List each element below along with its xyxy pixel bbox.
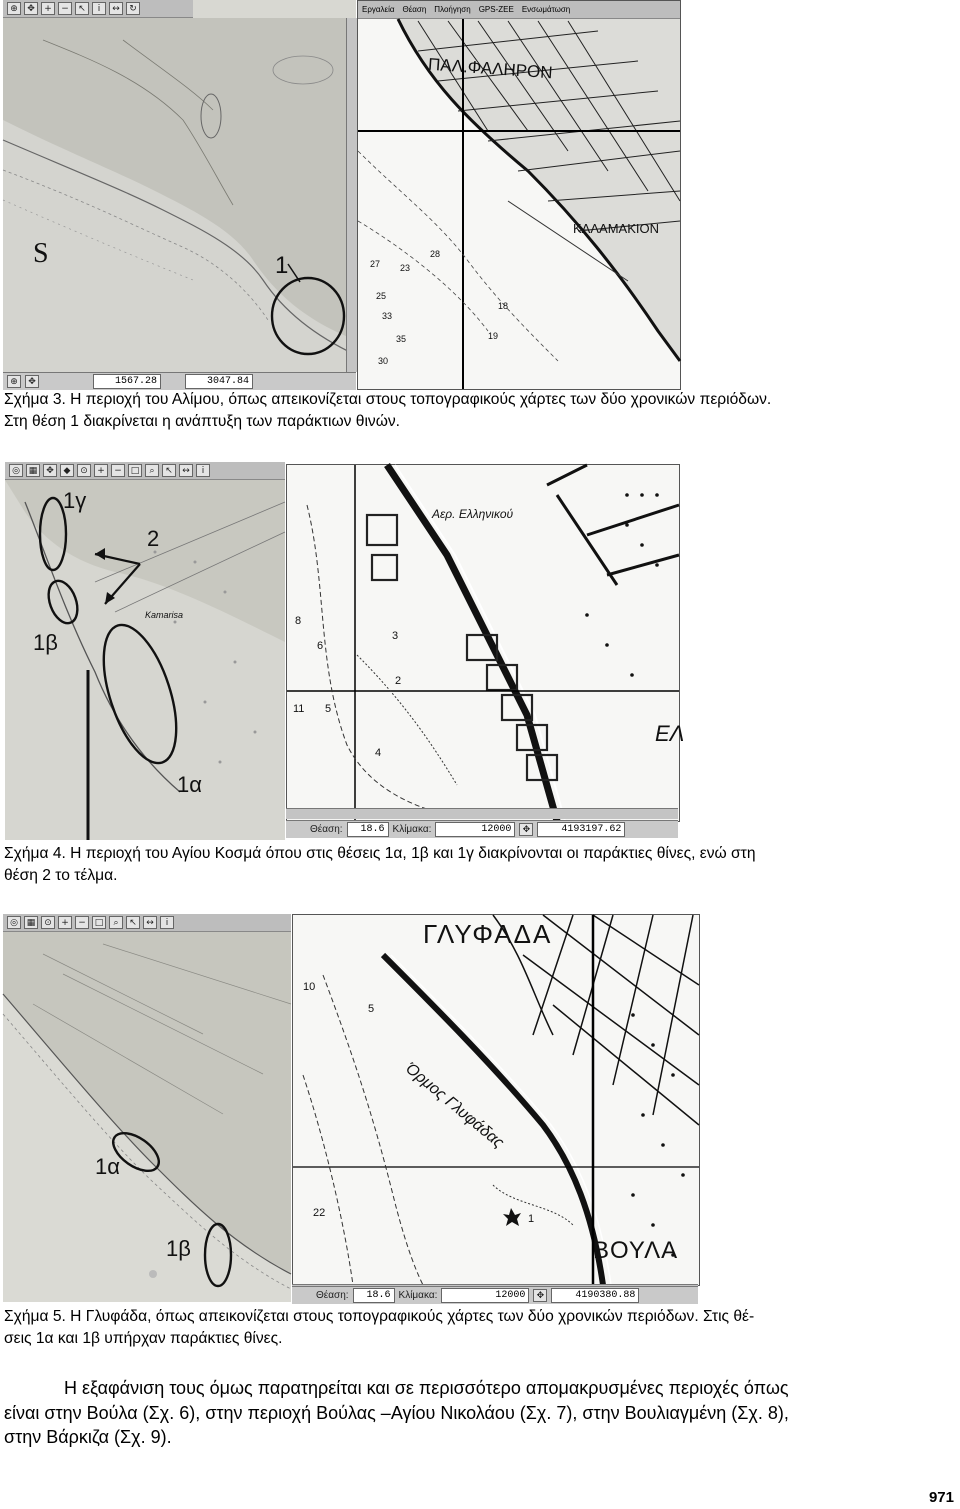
figure5-caption — [4, 1306, 956, 1350]
search-icon[interactable]: ⌕ — [109, 916, 123, 929]
zoom-in-icon[interactable]: + — [94, 464, 108, 477]
figure3-new-map-drawing — [358, 1, 680, 389]
figure3-label-s: S — [33, 238, 49, 269]
info-icon[interactable]: i — [160, 916, 174, 929]
ruler-icon[interactable]: ↔ — [179, 464, 193, 477]
zoom-in-icon[interactable]: + — [58, 916, 72, 929]
figure4-caption — [4, 843, 956, 887]
depth-e: 5 — [325, 703, 332, 715]
place-aer-ellinikou: Αερ. Ελληνικού — [432, 507, 514, 521]
figure4-old-map — [5, 462, 285, 840]
figure5-new-map-drawing — [293, 915, 699, 1285]
refresh-icon[interactable]: ↻ — [126, 2, 140, 15]
figure3-caption-line-2: Στη θέση 1 διακρίνεται η ανάπτυξη των παράκτιων θινών. — [4, 413, 401, 430]
view-label: Θέαση: — [310, 824, 343, 835]
status-x-coordinate: 1567.28 — [93, 374, 161, 389]
depth-d: 11 — [293, 703, 305, 715]
label-1g: 1γ — [63, 488, 87, 513]
place-glyfada: ΓΛΥΦΑΔΑ — [423, 919, 553, 949]
menu-item-tools[interactable]: Εργαλεία — [362, 5, 395, 14]
pointer-icon[interactable]: ↖ — [126, 916, 140, 929]
menu-item-view[interactable]: Θέαση — [402, 5, 427, 14]
place-kamarisa: Kamarisa — [145, 610, 184, 620]
globe-icon[interactable]: ◎ — [7, 916, 21, 929]
depth-c: 3 — [392, 630, 399, 642]
label-1a: 1α — [177, 772, 202, 797]
statusbar-move-icon[interactable]: ✥ — [25, 375, 39, 388]
figure3-old-map-drawing — [3, 0, 356, 390]
search-icon[interactable]: ⌕ — [145, 464, 159, 477]
body-line-1: Η εξαφάνιση τους όμως παρατηρείται και σε περισσότερο απομακρυσμένες περιοχές όπως — [64, 1378, 789, 1398]
depth-3: 25 — [376, 291, 387, 301]
figure-3 — [0, 0, 680, 390]
scale-label: Κλίμακα: — [392, 824, 432, 835]
figure4-caption-line-1: Σχήμα 4. Η περιοχή του Αγίου Κοσμά όπου στις θέσεις 1α, 1β και 1γ διακρίνονται οι παράκτιες θίνες, ενώ στη — [4, 845, 756, 862]
depth-g: 4 — [375, 747, 382, 759]
zoom-window-icon[interactable]: □ — [92, 916, 106, 929]
label-1b: 1β — [166, 1236, 191, 1261]
info-icon[interactable]: i — [196, 464, 210, 477]
info-tool-icon[interactable]: i — [92, 2, 106, 15]
figure3-new-map — [357, 0, 681, 390]
view-value[interactable]: 18.6 — [347, 822, 389, 837]
view-value[interactable]: 18.6 — [353, 1288, 395, 1303]
figure4-caption-line-2: θέση 2 το τέλμα. — [4, 867, 118, 884]
status-y-coordinate: 3047.84 — [185, 374, 253, 389]
place-kalamaki: ΚΑΛΑΜΑΚΙΟΝ — [573, 221, 659, 236]
select-tool-icon[interactable]: ⊕ — [7, 2, 21, 15]
zoom-fit-icon[interactable]: ⊙ — [41, 916, 55, 929]
body-line-3: στην Βάρκιζα (Σχ. 9). — [4, 1427, 172, 1447]
place-el: ΕΛ — [655, 721, 685, 746]
zoom-in-icon[interactable]: + — [41, 2, 55, 15]
figure3-caption — [4, 389, 956, 433]
zoom-out-icon[interactable]: − — [58, 2, 72, 15]
coordinate-value: 4193197.62 — [537, 822, 625, 837]
place-palfaliro: ΠΑΛ.ΦΑΛΗΡΟΝ — [427, 54, 554, 83]
zoom-out-icon[interactable]: − — [111, 464, 125, 477]
diamond-icon[interactable]: ◆ — [60, 464, 74, 477]
figure5-caption-line-2: σεις 1α και 1β υπήρχαν παράκτιες θίνες. — [4, 1330, 283, 1347]
move-icon[interactable]: ✥ — [533, 1289, 547, 1302]
figure3-old-statusbar — [3, 372, 356, 390]
pointer-tool-icon[interactable]: ↖ — [75, 2, 89, 15]
layers-icon[interactable]: ▦ — [26, 464, 40, 477]
coordinate-value: 4190380.88 — [551, 1288, 639, 1303]
zoom-out-icon[interactable]: − — [75, 916, 89, 929]
body-paragraph — [4, 1376, 958, 1450]
depth-c: 22 — [313, 1207, 326, 1219]
figure5-new-map — [292, 914, 700, 1286]
figure5-old-map — [3, 914, 291, 1302]
depth-8: 18 — [498, 301, 509, 311]
pan-tool-icon[interactable]: ✥ — [24, 2, 38, 15]
figure4-new-map — [286, 464, 685, 822]
scale-label: Κλίμακα: — [398, 1290, 438, 1301]
depth-6: 30 — [378, 356, 389, 366]
depth-4: 33 — [382, 311, 393, 321]
figure5-statusbar — [292, 1286, 698, 1304]
figure-5 — [0, 914, 700, 1304]
menu-item-navigate[interactable]: Πλοήγηση — [434, 5, 471, 14]
figure4-statusbar — [286, 820, 678, 838]
figure5-old-map-drawing — [3, 914, 291, 1302]
zoom-window-icon[interactable]: □ — [128, 464, 142, 477]
measure-tool-icon[interactable]: ↔ — [109, 2, 123, 15]
pointer-icon[interactable]: ↖ — [162, 464, 176, 477]
label-1a: 1α — [95, 1154, 120, 1179]
globe-icon[interactable]: ◎ — [9, 464, 23, 477]
menu-item-gps[interactable]: GPS-ZEE — [478, 5, 514, 14]
zoom-fit-icon[interactable]: ⊙ — [77, 464, 91, 477]
figure3-label-1: 1 — [275, 252, 289, 279]
depth-a: 10 — [303, 981, 316, 993]
scale-value[interactable]: 12000 — [441, 1288, 529, 1303]
depth-2: 23 — [400, 263, 411, 273]
depth-5: 35 — [396, 334, 407, 344]
page-number: 971 — [928, 1489, 954, 1506]
depth-f: 2 — [395, 675, 402, 687]
depth-1: 27 — [370, 259, 381, 269]
label-1b: 1β — [33, 630, 58, 655]
layers-icon[interactable]: ▦ — [24, 916, 38, 929]
figure3-caption-line-1: Σχήμα 3. Η περιοχή του Αλίμου, όπως απεικονίζεται στους τοπογραφικούς χάρτες των δύο χρονικών περιόδων. — [4, 391, 772, 408]
menu-item-embed[interactable]: Ενσωμάτωση — [521, 5, 571, 14]
label-2: 2 — [147, 526, 160, 551]
view-label: Θέαση: — [316, 1290, 349, 1301]
move-icon[interactable]: ✥ — [519, 823, 533, 836]
depth-d: 1 — [528, 1213, 535, 1225]
statusbar-nav-icon[interactable]: ⊕ — [7, 375, 21, 388]
figure4-scrollbar-horizontal[interactable] — [286, 808, 678, 819]
body-line-2: είναι στην Βούλα (Σχ. 6), στην περιοχή Βούλας –Αγίου Νικολάου (Σχ. 7), στην Βουλιαγμένη (Σχ. 8), — [4, 1402, 789, 1423]
scale-value[interactable]: 12000 — [435, 822, 515, 837]
ruler-icon[interactable]: ↔ — [143, 916, 157, 929]
figure-4 — [0, 462, 685, 842]
figure3-old-map — [3, 0, 356, 390]
place-ormos-glyfadas: Όρμος Γλυφάδας — [402, 1060, 507, 1152]
depth-b: 5 — [368, 1003, 375, 1015]
depth-7: 28 — [430, 249, 441, 259]
figure5-caption-line-1: Σχήμα 5. Η Γλυφάδα, όπως απεικονίζεται στους τοπογραφικούς χάρτες των δύο χρονικών περιόδων. Στις θέ- — [4, 1308, 755, 1325]
depth-a: 8 — [295, 615, 302, 627]
pan-icon[interactable]: ✥ — [43, 464, 57, 477]
figure3-old-scrollbar-vertical[interactable] — [346, 18, 357, 372]
depth-b: 6 — [317, 640, 324, 652]
depth-9: 19 — [488, 331, 499, 341]
place-vouλa: ΒΟΥΛΑ — [593, 1237, 679, 1264]
